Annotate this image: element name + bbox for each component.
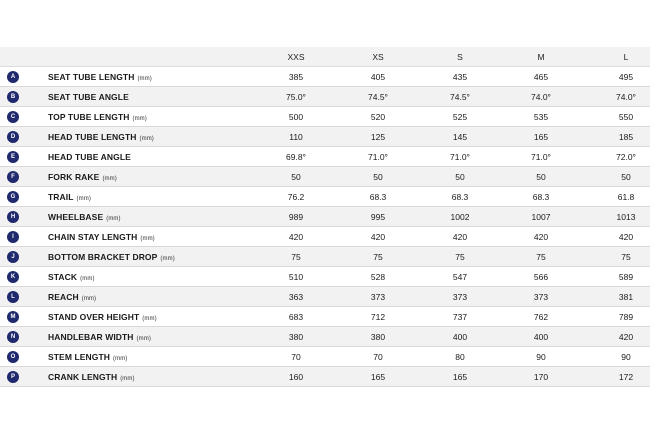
- row-label-text: SEAT TUBE ANGLE: [48, 92, 129, 102]
- table-cell: 373: [370, 292, 386, 302]
- row-letter-badge: J: [7, 251, 19, 263]
- row-letter-badge: G: [7, 191, 19, 203]
- row-unit: (mm): [120, 376, 135, 382]
- table-cell: 61.8: [617, 192, 635, 202]
- row-label-text: REACH: [48, 292, 79, 302]
- table-cell: 420: [618, 232, 634, 242]
- table-cell: 70: [373, 352, 383, 362]
- table-row: [0, 187, 650, 207]
- size-header: M: [537, 52, 545, 62]
- row-label-text: HANDLEBAR WIDTH: [48, 332, 134, 342]
- table-cell: 520: [370, 112, 386, 122]
- row-label: [48, 147, 131, 167]
- table-cell: 420: [370, 232, 386, 242]
- row-unit: (mm): [81, 296, 97, 302]
- row-unit: (mm): [160, 256, 175, 262]
- table-cell: 68.3: [369, 192, 387, 202]
- size-header: L: [623, 52, 629, 62]
- row-unit: (mm): [142, 316, 157, 322]
- table-cell: 75: [291, 252, 301, 262]
- row-label: [48, 227, 155, 249]
- table-cell: 165: [370, 372, 386, 382]
- table-cell: 1007: [531, 212, 551, 222]
- row-label: [48, 67, 152, 89]
- table-cell: 535: [533, 112, 549, 122]
- row-letter-badge: K: [7, 271, 19, 283]
- row-label: [48, 267, 95, 289]
- table-row: [0, 287, 650, 307]
- table-cell: 381: [618, 292, 634, 302]
- row-unit: (mm): [139, 136, 154, 142]
- table-row: [0, 227, 650, 247]
- table-cell: 762: [533, 312, 549, 322]
- table-cell: 185: [618, 132, 634, 142]
- row-label: [48, 347, 127, 369]
- row-unit: (mm): [132, 116, 147, 122]
- table-row: [0, 207, 650, 227]
- row-unit: (mm): [102, 176, 117, 182]
- table-row: [0, 267, 650, 287]
- table-cell: 420: [452, 232, 468, 242]
- table-row: [0, 367, 650, 387]
- row-letter-badge: N: [7, 331, 19, 343]
- row-unit: (mm): [136, 336, 151, 342]
- row-label-text: TOP TUBE LENGTH: [48, 112, 130, 122]
- table-cell: 172: [618, 372, 634, 382]
- table-cell: 50: [455, 172, 465, 182]
- row-unit: (mm): [76, 196, 91, 202]
- table-row: [0, 347, 650, 367]
- table-cell: 465: [533, 72, 549, 82]
- table-cell: 90: [536, 352, 546, 362]
- table-cell: 405: [370, 72, 386, 82]
- row-label: [48, 127, 154, 149]
- table-cell: 75: [373, 252, 383, 262]
- table-row: [0, 327, 650, 347]
- table-cell: 50: [621, 172, 631, 182]
- row-label: [48, 167, 117, 189]
- table-cell: 789: [618, 312, 634, 322]
- table-cell: 547: [452, 272, 468, 282]
- row-unit: (mm): [106, 216, 121, 222]
- row-letter-badge: O: [7, 351, 19, 363]
- table-cell: 566: [533, 272, 549, 282]
- table-cell: 90: [621, 352, 631, 362]
- row-letter-badge: P: [7, 371, 19, 383]
- table-row: [0, 107, 650, 127]
- row-label-text: STEM LENGTH: [48, 352, 111, 362]
- row-label: [48, 327, 151, 349]
- row-label-text: FORK RAKE: [48, 172, 100, 182]
- table-cell: 373: [533, 292, 549, 302]
- table-cell: 71.0°: [531, 152, 551, 162]
- table-cell: 510: [288, 272, 304, 282]
- table-cell: 50: [291, 172, 301, 182]
- table-cell: 145: [452, 132, 468, 142]
- row-letter-badge: C: [7, 111, 19, 123]
- row-letter-badge: A: [7, 71, 19, 83]
- row-unit: (mm): [137, 76, 152, 82]
- table-cell: 550: [618, 112, 634, 122]
- table-cell: 995: [370, 212, 386, 222]
- table-cell: 68.3: [451, 192, 469, 202]
- row-label-text: SEAT TUBE LENGTH: [48, 72, 135, 82]
- table-cell: 75.0°: [286, 92, 306, 102]
- row-label: [48, 367, 135, 389]
- row-letter-badge: F: [7, 171, 19, 183]
- table-cell: 170: [533, 372, 549, 382]
- table-cell: 420: [288, 232, 304, 242]
- table-cell: 50: [536, 172, 546, 182]
- table-row: [0, 147, 650, 167]
- table-cell: 525: [452, 112, 468, 122]
- table-cell: 712: [370, 312, 386, 322]
- table-cell: 400: [452, 332, 468, 342]
- table-cell: 1002: [450, 212, 470, 222]
- table-row: [0, 127, 650, 147]
- row-label-text: TRAIL: [48, 192, 74, 202]
- table-cell: 125: [370, 132, 386, 142]
- row-letter-badge: D: [7, 131, 19, 143]
- size-header: S: [457, 52, 463, 62]
- table-cell: 435: [452, 72, 468, 82]
- table-cell: 75: [455, 252, 465, 262]
- row-unit: (mm): [80, 276, 95, 282]
- table-cell: 74.0°: [531, 92, 551, 102]
- table-cell: 400: [533, 332, 549, 342]
- row-letter-badge: I: [7, 231, 19, 243]
- table-cell: 69.8°: [286, 152, 306, 162]
- row-label: [48, 207, 121, 229]
- row-label: [48, 247, 175, 269]
- table-cell: 165: [533, 132, 549, 142]
- table-cell: 75: [621, 252, 631, 262]
- row-unit: (mm): [113, 356, 128, 362]
- table-cell: 75: [536, 252, 546, 262]
- table-row: [0, 167, 650, 187]
- table-cell: 71.0°: [368, 152, 388, 162]
- table-cell: 495: [618, 72, 634, 82]
- table-cell: 50: [373, 172, 383, 182]
- row-label-text: BOTTOM BRACKET DROP: [48, 252, 158, 262]
- table-cell: 74.0°: [616, 92, 636, 102]
- header-row: [0, 47, 650, 67]
- row-label-text: CRANK LENGTH: [48, 372, 118, 382]
- table-cell: 737: [452, 312, 468, 322]
- table-cell: 160: [288, 372, 304, 382]
- table-row: [0, 87, 650, 107]
- table-row: [0, 247, 650, 267]
- table-row: [0, 67, 650, 87]
- row-unit: (mm): [140, 236, 155, 242]
- row-letter-badge: L: [7, 291, 19, 303]
- table-cell: 589: [618, 272, 634, 282]
- table-cell: 71.0°: [450, 152, 470, 162]
- table-cell: 74.5°: [450, 92, 470, 102]
- table-cell: 80: [455, 352, 465, 362]
- row-letter-badge: H: [7, 211, 19, 223]
- row-label-text: HEAD TUBE LENGTH: [48, 132, 137, 142]
- table-cell: 74.5°: [368, 92, 388, 102]
- row-label: [48, 187, 91, 209]
- row-label-text: STAND OVER HEIGHT: [48, 312, 140, 322]
- table-cell: 380: [288, 332, 304, 342]
- table-cell: 420: [533, 232, 549, 242]
- row-label: [48, 307, 157, 329]
- table-cell: 380: [370, 332, 386, 342]
- size-header: XS: [372, 52, 384, 62]
- row-letter-badge: B: [7, 91, 19, 103]
- row-letter-badge: M: [7, 311, 19, 323]
- table-cell: 385: [288, 72, 304, 82]
- table-cell: 500: [288, 112, 304, 122]
- table-cell: 683: [288, 312, 304, 322]
- table-cell: 76.2: [287, 192, 305, 202]
- table-cell: 165: [452, 372, 468, 382]
- row-label-text: WHEELBASE: [48, 212, 104, 222]
- table-cell: 989: [288, 212, 304, 222]
- row-label-text: STACK: [48, 272, 78, 282]
- table-cell: 70: [291, 352, 301, 362]
- table-cell: 1013: [616, 212, 636, 222]
- row-label-text: HEAD TUBE ANGLE: [48, 152, 131, 162]
- row-label: [48, 107, 147, 129]
- table-cell: 110: [289, 132, 303, 142]
- row-letter-badge: E: [7, 151, 19, 163]
- table-cell: 68.3: [532, 192, 550, 202]
- geometry-table: [0, 47, 650, 387]
- row-label: [48, 287, 96, 309]
- table-cell: 420: [618, 332, 634, 342]
- size-header: XXS: [287, 52, 305, 62]
- row-label-text: CHAIN STAY LENGTH: [48, 232, 138, 242]
- table-row: [0, 307, 650, 327]
- table-cell: 528: [370, 272, 386, 282]
- table-cell: 363: [288, 292, 304, 302]
- row-label: [48, 87, 129, 107]
- table-cell: 373: [452, 292, 468, 302]
- table-cell: 72.0°: [616, 152, 636, 162]
